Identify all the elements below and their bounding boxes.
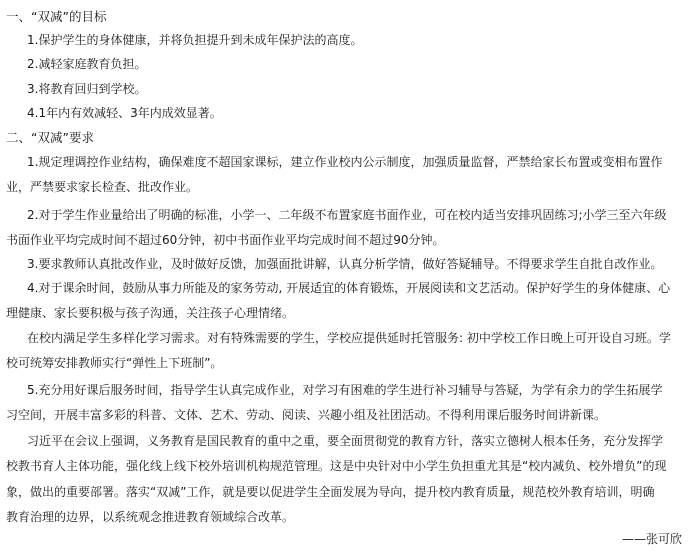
goal-item-3: 3.将教育回归到学校。: [27, 82, 147, 96]
section-heading-goals: 一、“双减”的目标: [6, 9, 107, 24]
goal-item-1: 1.保护学生的身体健康，并将负担提升到未成年保护法的高度。: [27, 33, 363, 47]
requirement-4-line-2: 理健康、家长要积极与孩子沟通，关注孩子心理情绪。: [6, 306, 295, 320]
requirement-5-line-2: 习空间，开展丰富多彩的科普、文体、艺术、劳动、阅读、兴趣小组及社团活动。不得利用课后服务时间讲新课。: [6, 408, 607, 422]
closing-line-2: 校教书育人主体功能，强化线上线下校外培训机构规范管理。这是中央针对中小学生负担重尤其是“校内减负、校外增负”的现: [6, 459, 667, 473]
requirement-3-line-1: 3.要求教师认真批改作业，及时做好反馈，加强面批讲解，认真分析学情，做好答疑辅导。不得要求学生自批自改作业。: [27, 257, 663, 271]
requirement-para-line-2: 校可统筹安排教师实行“弹性上下班制”。: [6, 356, 223, 370]
closing-line-1: 习近平在会议上强调，义务教育是国民教育的重中之重，要全面贯彻党的教育方针，落实立德树人根本任务，充分发挥学: [27, 434, 664, 448]
goal-item-4: 4.1年内有效减轻、3年内成效显著。: [27, 106, 222, 120]
signature: ——张可欣: [621, 532, 682, 546]
section-heading-requirements: 二、“双减”要求: [6, 130, 94, 145]
goal-item-2: 2.减轻家庭教育负担。: [27, 57, 147, 71]
requirement-2-line-1: 2.对于学生作业量给出了明确的标准，小学一、二年级不布置家庭书面作业，可在校内适当安排巩固练习;小学三至六年级: [27, 208, 667, 222]
requirement-5-line-1: 5.充分用好课后服务时间，指导学生认真完成作业，对学习有困难的学生进行补习辅导与答疑，为学有余力的学生拓展学: [27, 383, 663, 397]
closing-line-3: 象，做出的重要部署。落实“双减”工作，就是要以促进学生全面发展为导向，提升校内教育质量，规范校外教育培训，明确: [6, 485, 655, 499]
requirement-2-line-2: 书面作业平均完成时间不超过60分钟，初中书面作业平均完成时间不超过90分钟。: [6, 233, 445, 247]
closing-line-4: 教育治理的边界，以系统观念推进教育领域综合改革。: [6, 510, 295, 524]
requirement-para-line-1: 在校内满足学生多样化学习需求。对有特殊需要的学生，学校应提供延时托管服务: 初中学校工作日晚上可开设自习班。学: [27, 331, 671, 345]
requirement-4-line-1: 4.对于课余时间，鼓励从事力所能及的家务劳动, 开展适宜的体育锻炼，开展阅读和文艺活动。保护好学生的身体健康、心: [27, 281, 671, 295]
requirement-1-line-1: 1.规定理调控作业结构，确保难度不超国家课标，建立作业校内公示制度，加强质量监督，严禁给家长布置或变相布置作: [27, 155, 663, 169]
requirement-1-line-2: 业，严禁要求家长检查、批改作业。: [6, 180, 199, 194]
